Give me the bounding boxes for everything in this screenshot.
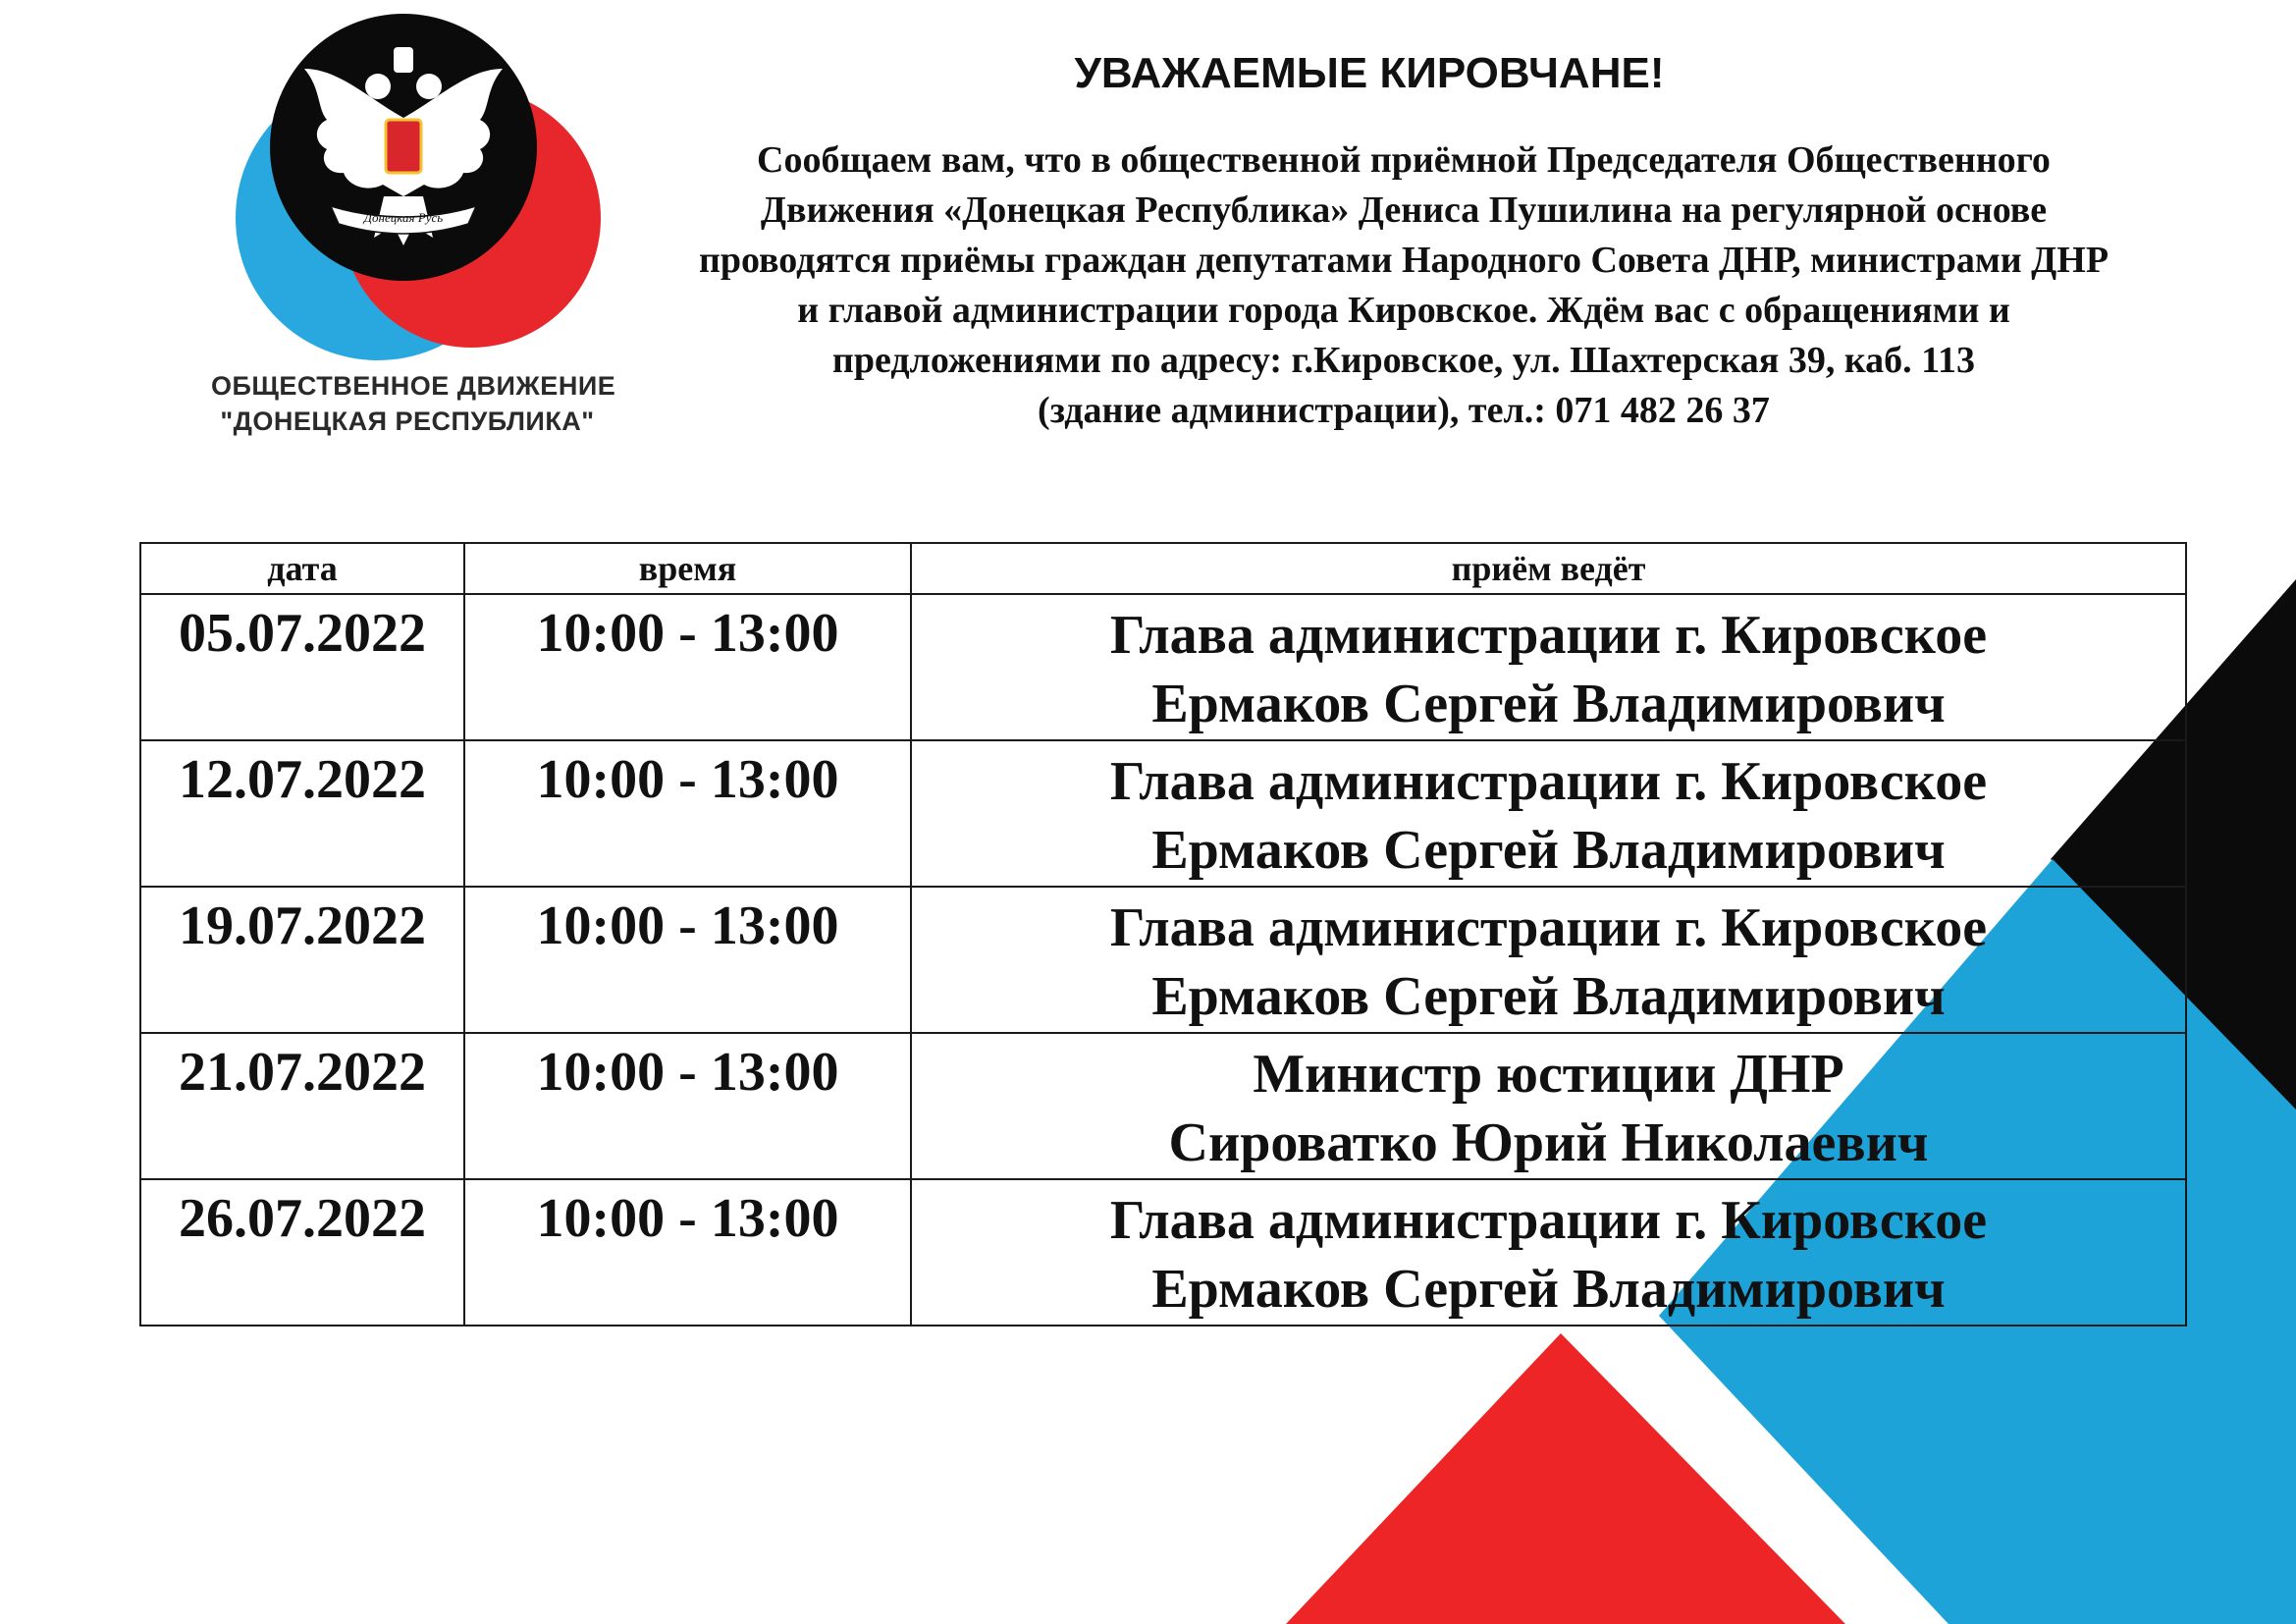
host-position: Глава администрации г. Кировское — [1109, 1190, 1988, 1251]
cell-date: 26.07.2022 — [140, 1179, 464, 1326]
cell-time: 10:00 - 13:00 — [464, 1033, 911, 1179]
announcement-text — [550, 135, 2258, 436]
table-header-row — [140, 543, 2186, 594]
table-row — [140, 887, 2186, 1033]
table-row — [140, 1033, 2186, 1179]
cell-host — [911, 594, 2186, 740]
host-position: Глава администрации г. Кировское — [1109, 897, 1988, 958]
organization-name — [211, 368, 616, 439]
page-heading: УВАЖАЕМЫЕ КИРОВЧАНЕ! — [1074, 49, 1665, 97]
organization-name-line2: "ДОНЕЦКАЯ РЕСПУБЛИКА" — [220, 406, 595, 436]
cell-date: 12.07.2022 — [140, 740, 464, 887]
table-row — [140, 740, 2186, 887]
host-position: Министр юстиции ДНР — [1253, 1044, 1844, 1105]
host-person: Ермаков Сергей Владимирович — [1151, 674, 1946, 734]
column-header-date: дата — [140, 543, 464, 594]
announcement-line: и главой администрации города Кировское. Ждём вас с обращениями и — [797, 290, 2010, 331]
announcement-line: (здание администрации), тел.: 071 482 26 37 — [1038, 390, 1770, 431]
cell-date: 21.07.2022 — [140, 1033, 464, 1179]
host-person: Ермаков Сергей Владимирович — [1151, 1259, 1946, 1320]
organization-logo — [211, 10, 616, 442]
host-person: Ермаков Сергей Владимирович — [1151, 966, 1946, 1027]
cell-time: 10:00 - 13:00 — [464, 594, 911, 740]
host-position: Глава администрации г. Кировское — [1109, 751, 1988, 812]
cell-date: 19.07.2022 — [140, 887, 464, 1033]
announcement-line: предложениями по адресу: г.Кировское, ул. Шахтерская 39, каб. 113 — [831, 340, 1976, 381]
organization-name-line1: ОБЩЕСТВЕННОЕ ДВИЖЕНИЕ — [211, 371, 616, 401]
column-header-time: время — [464, 543, 911, 594]
announcement-line: Сообщаем вам, что в общественной приёмной Председателя Общественного — [757, 139, 2051, 181]
cell-time: 10:00 - 13:00 — [464, 740, 911, 887]
cell-host — [911, 1033, 2186, 1179]
table-row — [140, 594, 2186, 740]
host-person: Ермаков Сергей Владимирович — [1151, 820, 1946, 881]
column-header-host: приём ведёт — [911, 543, 2186, 594]
logo-emblem — [211, 10, 604, 363]
cell-date: 05.07.2022 — [140, 594, 464, 740]
cell-time: 10:00 - 13:00 — [464, 887, 911, 1033]
cell-host — [911, 1179, 2186, 1326]
cell-time: 10:00 - 13:00 — [464, 1179, 911, 1326]
announcement-line: Движения «Донецкая Республика» Дениса Пушилина на регулярной основе — [760, 189, 2048, 231]
table-row — [140, 1179, 2186, 1326]
ribbon-text: Донецкая Русь — [363, 210, 444, 225]
host-position: Глава администрации г. Кировское — [1109, 605, 1988, 666]
host-person: Сироватко Юрий Николаевич — [1168, 1112, 1929, 1173]
logo-red-shield — [386, 120, 421, 173]
announcement-line: проводятся приёмы граждан депутатами Народного Совета ДНР, министрами ДНР — [698, 240, 2109, 281]
cell-host — [911, 887, 2186, 1033]
cell-host — [911, 740, 2186, 887]
schedule-table — [139, 542, 2187, 1326]
